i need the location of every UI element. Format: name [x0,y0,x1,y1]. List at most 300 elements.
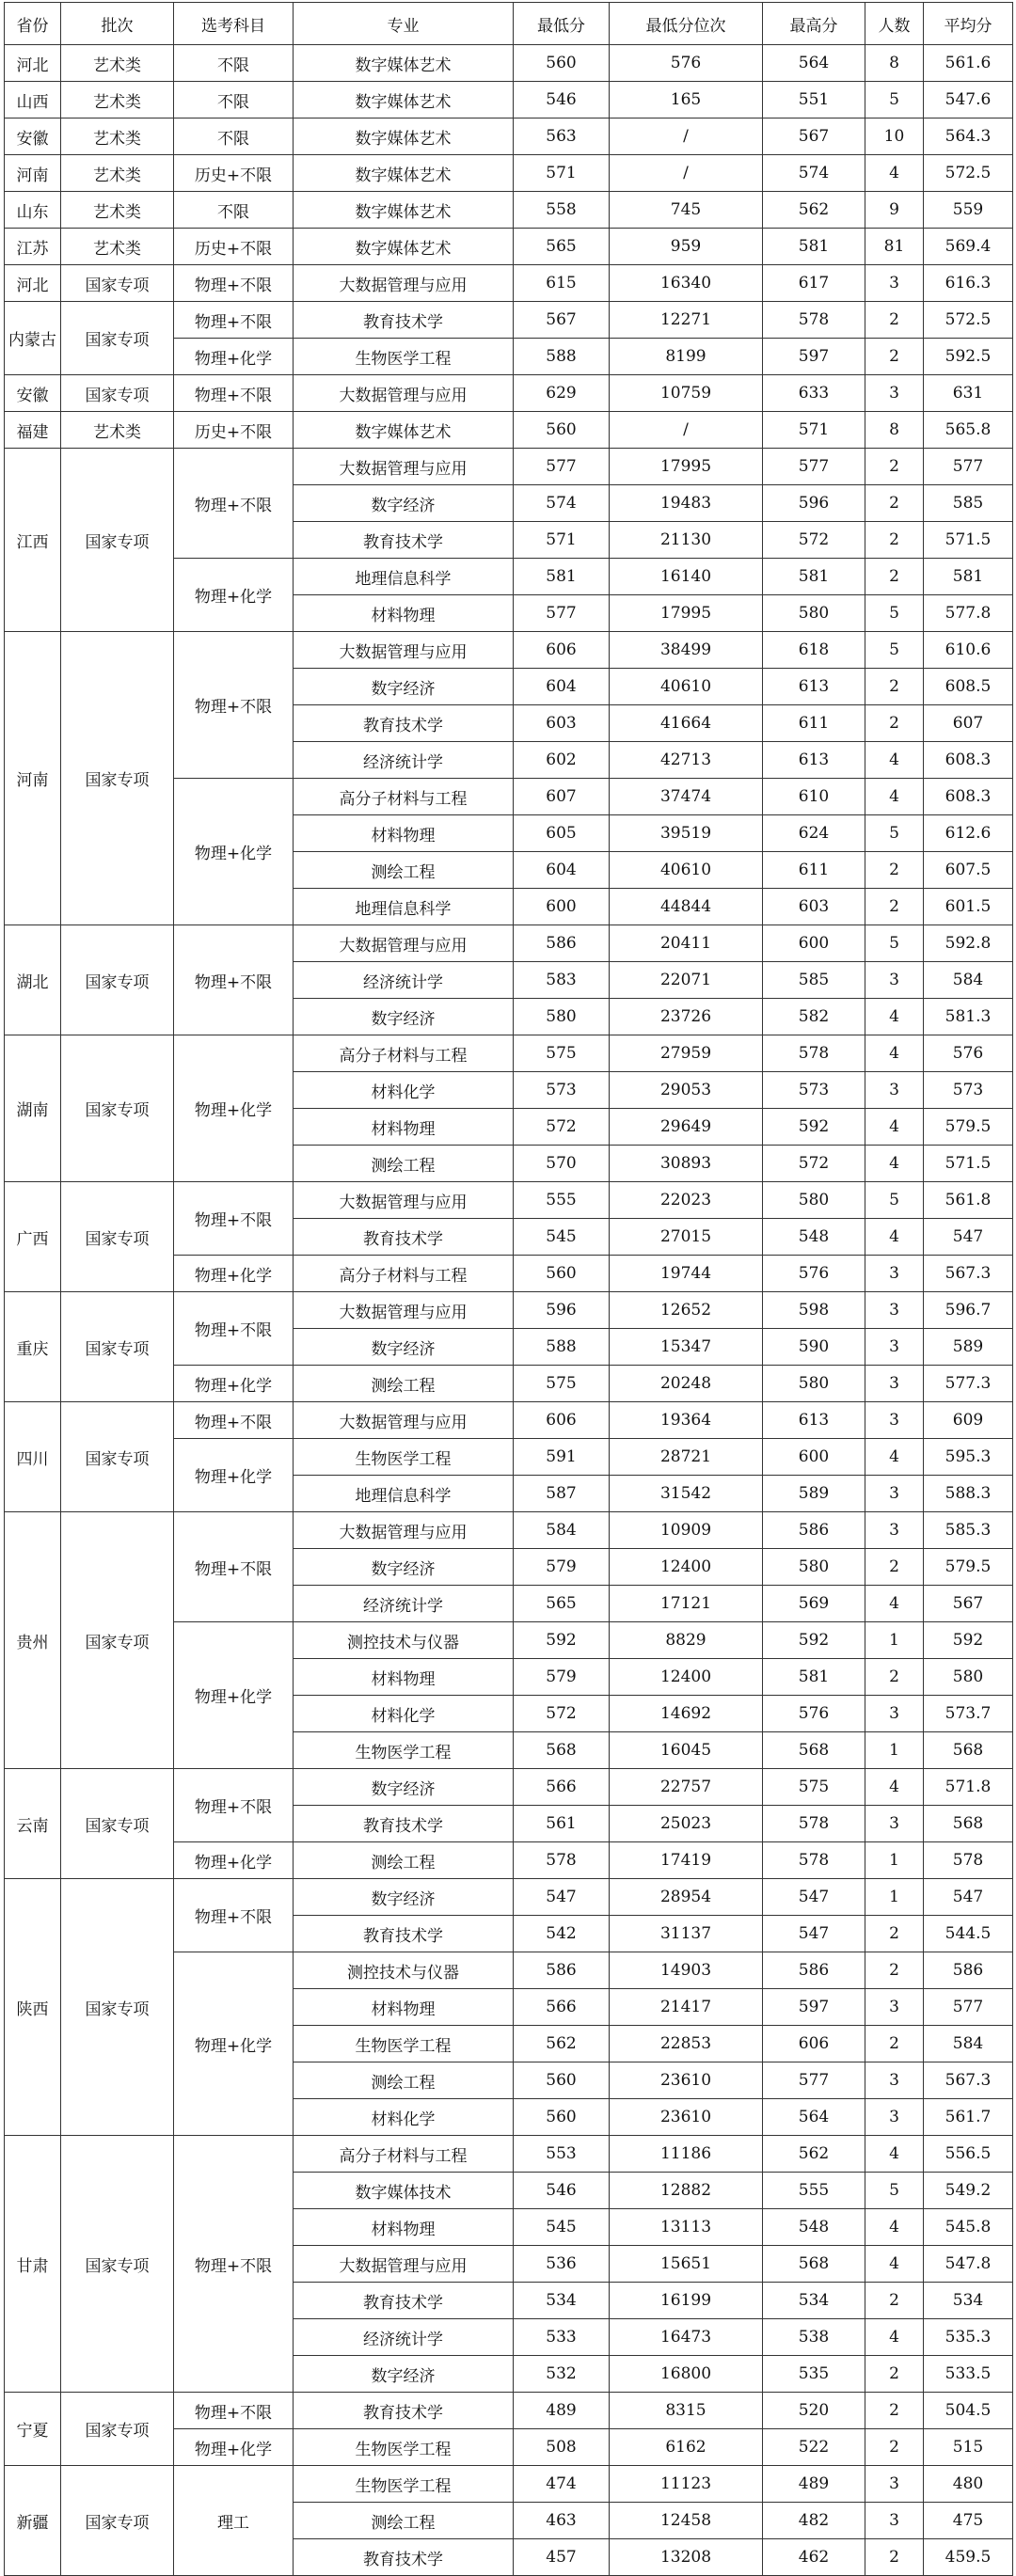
major-cell: 生物医学工程 [294,2429,514,2466]
min-score-cell: 566 [514,1769,610,1806]
min-score-cell: 570 [514,1146,610,1182]
major-cell: 数字经济 [294,1329,514,1366]
major-cell: 大数据管理与应用 [294,449,514,485]
count-cell: 8 [865,412,924,449]
min-rank-cell: 27015 [610,1219,763,1256]
count-cell: 2 [865,1659,924,1696]
subjects-cell: 物理+化学 [174,779,294,925]
count-cell: 5 [865,1182,924,1219]
count-cell: 2 [865,2026,924,2062]
max-score-cell: 548 [763,1219,865,1256]
count-cell: 3 [865,2503,924,2539]
max-score-cell: 596 [763,485,865,522]
avg-score-cell: 567.3 [924,2062,1013,2099]
batch-cell: 国家专项 [61,1769,174,1879]
table-row [5,265,1013,302]
max-score-cell: 564 [763,45,865,82]
max-score-cell: 581 [763,1659,865,1696]
min-score-cell: 558 [514,192,610,229]
subjects-cell: 物理+不限 [174,375,294,412]
max-score-cell: 489 [763,2466,865,2503]
major-cell: 大数据管理与应用 [294,1292,514,1329]
count-cell: 2 [865,1952,924,1989]
min-rank-cell: 42713 [610,742,763,779]
max-score-cell: 567 [763,119,865,155]
min-rank-cell: 31542 [610,1476,763,1512]
max-score-cell: 578 [763,1842,865,1879]
count-cell: 3 [865,2099,924,2136]
avg-score-cell: 549.2 [924,2173,1013,2209]
major-cell: 测绘工程 [294,852,514,889]
min-score-cell: 565 [514,1586,610,1622]
count-cell: 81 [865,229,924,265]
max-score-cell: 548 [763,2209,865,2246]
count-cell: 2 [865,705,924,742]
min-rank-cell: 14903 [610,1952,763,1989]
province-cell: 内蒙古 [5,302,61,375]
count-cell: 4 [865,999,924,1035]
province-cell: 安徽 [5,119,61,155]
header-province: 省份 [5,3,61,45]
max-score-cell: 606 [763,2026,865,2062]
min-score-cell: 560 [514,412,610,449]
min-score-cell: 562 [514,2026,610,2062]
min-score-cell: 591 [514,1439,610,1476]
min-score-cell: 596 [514,1292,610,1329]
min-score-cell: 566 [514,1989,610,2026]
min-rank-cell: 10759 [610,375,763,412]
min-rank-cell: 30893 [610,1146,763,1182]
major-cell: 地理信息科学 [294,889,514,925]
batch-cell: 国家专项 [61,925,174,1035]
min-score-cell: 604 [514,852,610,889]
count-cell: 3 [865,265,924,302]
count-cell: 3 [865,1476,924,1512]
province-cell: 宁夏 [5,2393,61,2466]
max-score-cell: 618 [763,632,865,669]
subjects-cell: 不限 [174,119,294,155]
subjects-cell: 物理+化学 [174,1842,294,1879]
subjects-cell: 物理+化学 [174,1035,294,1182]
avg-score-cell: 567 [924,1586,1013,1622]
major-cell: 数字经济 [294,485,514,522]
avg-score-cell: 547.6 [924,82,1013,119]
avg-score-cell: 592.5 [924,339,1013,375]
count-cell: 4 [865,155,924,192]
min-score-cell: 553 [514,2136,610,2173]
min-score-cell: 604 [514,669,610,705]
subjects-cell: 物理+化学 [174,339,294,375]
avg-score-cell: 607.5 [924,852,1013,889]
count-cell: 2 [865,2356,924,2393]
min-rank-cell: 29053 [610,1072,763,1109]
count-cell: 4 [865,1146,924,1182]
major-cell: 教育技术学 [294,2539,514,2576]
avg-score-cell: 544.5 [924,1916,1013,1952]
major-cell: 大数据管理与应用 [294,2246,514,2283]
min-score-cell: 546 [514,82,610,119]
count-cell: 1 [865,1622,924,1659]
count-cell: 4 [865,1769,924,1806]
table-row [5,2136,1013,2173]
major-cell: 数字经济 [294,1769,514,1806]
min-rank-cell: 16045 [610,1732,763,1769]
count-cell: 3 [865,1806,924,1842]
count-cell: 4 [865,1109,924,1146]
min-rank-cell: 12271 [610,302,763,339]
max-score-cell: 611 [763,705,865,742]
province-cell: 湖南 [5,1035,61,1182]
major-cell: 高分子材料与工程 [294,1035,514,1072]
count-cell: 3 [865,1256,924,1292]
count-cell: 1 [865,1842,924,1879]
max-score-cell: 578 [763,1035,865,1072]
province-cell: 甘肃 [5,2136,61,2393]
max-score-cell: 577 [763,449,865,485]
major-cell: 大数据管理与应用 [294,925,514,962]
avg-score-cell: 515 [924,2429,1013,2466]
subjects-cell: 不限 [174,45,294,82]
min-score-cell: 508 [514,2429,610,2466]
table-row [5,1512,1013,1549]
min-rank-cell: 11123 [610,2466,763,2503]
major-cell: 地理信息科学 [294,559,514,595]
max-score-cell: 600 [763,925,865,962]
avg-score-cell: 545.8 [924,2209,1013,2246]
avg-score-cell: 561.7 [924,2099,1013,2136]
count-cell: 2 [865,669,924,705]
major-cell: 数字经济 [294,2356,514,2393]
min-score-cell: 578 [514,1842,610,1879]
count-cell: 2 [865,339,924,375]
major-cell: 材料物理 [294,1989,514,2026]
max-score-cell: 572 [763,522,865,559]
count-cell: 1 [865,1879,924,1916]
subjects-cell: 物理+不限 [174,1402,294,1439]
table-row [5,155,1013,192]
min-score-cell: 606 [514,1402,610,1439]
batch-cell: 国家专项 [61,265,174,302]
subjects-cell: 物理+化学 [174,2429,294,2466]
table-row [5,119,1013,155]
province-cell: 山东 [5,192,61,229]
major-cell: 高分子材料与工程 [294,1256,514,1292]
min-rank-cell: 17419 [610,1842,763,1879]
min-score-cell: 546 [514,2173,610,2209]
min-score-cell: 581 [514,559,610,595]
min-rank-cell: 23610 [610,2062,763,2099]
count-cell: 5 [865,595,924,632]
min-rank-cell: 576 [610,45,763,82]
table-header [5,3,1013,45]
header-batch: 批次 [61,3,174,45]
count-cell: 2 [865,2539,924,2576]
max-score-cell: 610 [763,779,865,815]
min-rank-cell: / [610,412,763,449]
max-score-cell: 581 [763,229,865,265]
min-rank-cell: 19364 [610,1402,763,1439]
table-row [5,1035,1013,1072]
min-rank-cell: 22023 [610,1182,763,1219]
min-score-cell: 489 [514,2393,610,2429]
min-score-cell: 572 [514,1696,610,1732]
min-score-cell: 575 [514,1035,610,1072]
max-score-cell: 580 [763,595,865,632]
min-rank-cell: / [610,155,763,192]
min-score-cell: 600 [514,889,610,925]
count-cell: 2 [865,1549,924,1586]
min-rank-cell: 40610 [610,669,763,705]
max-score-cell: 520 [763,2393,865,2429]
subjects-cell: 不限 [174,82,294,119]
avg-score-cell: 592 [924,1622,1013,1659]
min-rank-cell: 17995 [610,595,763,632]
province-cell: 重庆 [5,1292,61,1402]
max-score-cell: 547 [763,1879,865,1916]
batch-cell: 国家专项 [61,632,174,925]
major-cell: 生物医学工程 [294,339,514,375]
table-row [5,375,1013,412]
header-min-score: 最低分 [514,3,610,45]
min-score-cell: 592 [514,1622,610,1659]
table-body [5,45,1013,2576]
avg-score-cell: 571.5 [924,522,1013,559]
min-rank-cell: 22071 [610,962,763,999]
table-row [5,1182,1013,1219]
avg-score-cell: 581 [924,559,1013,595]
table-row [5,192,1013,229]
subjects-cell: 物理+不限 [174,2393,294,2429]
min-score-cell: 615 [514,265,610,302]
count-cell: 3 [865,1512,924,1549]
major-cell: 教育技术学 [294,705,514,742]
avg-score-cell: 547 [924,1879,1013,1916]
avg-score-cell: 556.5 [924,2136,1013,2173]
header-count: 人数 [865,3,924,45]
min-rank-cell: 13113 [610,2209,763,2246]
min-score-cell: 603 [514,705,610,742]
subjects-cell: 物理+不限 [174,632,294,779]
province-cell: 河北 [5,45,61,82]
min-rank-cell: 16199 [610,2283,763,2319]
avg-score-cell: 565.8 [924,412,1013,449]
min-score-cell: 588 [514,339,610,375]
min-score-cell: 545 [514,1219,610,1256]
min-rank-cell: 21130 [610,522,763,559]
min-rank-cell: 22757 [610,1769,763,1806]
max-score-cell: 574 [763,155,865,192]
major-cell: 大数据管理与应用 [294,1182,514,1219]
table-row [5,302,1013,339]
max-score-cell: 580 [763,1182,865,1219]
max-score-cell: 568 [763,2246,865,2283]
subjects-cell: 历史+不限 [174,412,294,449]
avg-score-cell: 581.3 [924,999,1013,1035]
subjects-cell: 物理+化学 [174,1439,294,1512]
count-cell: 10 [865,119,924,155]
min-score-cell: 577 [514,595,610,632]
avg-score-cell: 580 [924,1659,1013,1696]
table-row [5,632,1013,669]
min-rank-cell: 44844 [610,889,763,925]
subjects-cell: 物理+化学 [174,1622,294,1769]
count-cell: 4 [865,1439,924,1476]
min-rank-cell: 29649 [610,1109,763,1146]
min-score-cell: 555 [514,1182,610,1219]
major-cell: 经济统计学 [294,2319,514,2356]
min-score-cell: 474 [514,2466,610,2503]
avg-score-cell: 592.8 [924,925,1013,962]
avg-score-cell: 577 [924,449,1013,485]
avg-score-cell: 579.5 [924,1549,1013,1586]
major-cell: 生物医学工程 [294,1732,514,1769]
min-score-cell: 572 [514,1109,610,1146]
province-cell: 安徽 [5,375,61,412]
min-rank-cell: 27959 [610,1035,763,1072]
max-score-cell: 590 [763,1329,865,1366]
major-cell: 生物医学工程 [294,1439,514,1476]
batch-cell: 艺术类 [61,82,174,119]
min-rank-cell: 28721 [610,1439,763,1476]
max-score-cell: 582 [763,999,865,1035]
avg-score-cell: 561.8 [924,1182,1013,1219]
table-row [5,925,1013,962]
count-cell: 3 [865,375,924,412]
province-cell: 河南 [5,632,61,925]
major-cell: 测控技术与仪器 [294,1952,514,1989]
min-rank-cell: 165 [610,82,763,119]
max-score-cell: 572 [763,1146,865,1182]
max-score-cell: 573 [763,1072,865,1109]
major-cell: 生物医学工程 [294,2466,514,2503]
min-score-cell: 577 [514,449,610,485]
max-score-cell: 576 [763,1696,865,1732]
count-cell: 3 [865,1989,924,2026]
subjects-cell: 理工 [174,2466,294,2576]
subjects-cell: 物理+不限 [174,1182,294,1256]
major-cell: 大数据管理与应用 [294,632,514,669]
major-cell: 测绘工程 [294,1366,514,1402]
subjects-cell: 历史+不限 [174,229,294,265]
subjects-cell: 物理+不限 [174,2136,294,2393]
major-cell: 教育技术学 [294,1806,514,1842]
avg-score-cell: 564.3 [924,119,1013,155]
min-score-cell: 561 [514,1806,610,1842]
major-cell: 测绘工程 [294,1842,514,1879]
min-score-cell: 584 [514,1512,610,1549]
min-score-cell: 568 [514,1732,610,1769]
major-cell: 材料物理 [294,2209,514,2246]
province-cell: 河北 [5,265,61,302]
table-row [5,2393,1013,2429]
min-score-cell: 571 [514,155,610,192]
batch-cell: 国家专项 [61,1035,174,1182]
max-score-cell: 482 [763,2503,865,2539]
avg-score-cell: 577.8 [924,595,1013,632]
min-score-cell: 533 [514,2319,610,2356]
min-rank-cell: 16340 [610,265,763,302]
count-cell: 3 [865,1696,924,1732]
avg-score-cell: 547.8 [924,2246,1013,2283]
min-score-cell: 579 [514,1549,610,1586]
count-cell: 4 [865,2136,924,2173]
count-cell: 4 [865,2209,924,2246]
min-rank-cell: 13208 [610,2539,763,2576]
avg-score-cell: 480 [924,2466,1013,2503]
avg-score-cell: 535.3 [924,2319,1013,2356]
count-cell: 9 [865,192,924,229]
min-rank-cell: 21417 [610,1989,763,2026]
major-cell: 经济统计学 [294,742,514,779]
province-cell: 福建 [5,412,61,449]
subjects-cell: 物理+不限 [174,1292,294,1366]
max-score-cell: 592 [763,1109,865,1146]
count-cell: 2 [865,449,924,485]
max-score-cell: 568 [763,1732,865,1769]
avg-score-cell: 608.5 [924,669,1013,705]
avg-score-cell: 584 [924,962,1013,999]
avg-score-cell: 607 [924,705,1013,742]
province-cell: 陕西 [5,1879,61,2136]
count-cell: 5 [865,2173,924,2209]
province-cell: 新疆 [5,2466,61,2576]
major-cell: 地理信息科学 [294,1476,514,1512]
min-score-cell: 629 [514,375,610,412]
min-rank-cell: 31137 [610,1916,763,1952]
major-cell: 教育技术学 [294,2283,514,2319]
max-score-cell: 617 [763,265,865,302]
avg-score-cell: 584 [924,2026,1013,2062]
min-rank-cell: 41664 [610,705,763,742]
min-rank-cell: 20248 [610,1366,763,1402]
min-score-cell: 586 [514,925,610,962]
major-cell: 数字媒体艺术 [294,119,514,155]
count-cell: 4 [865,2319,924,2356]
min-score-cell: 574 [514,485,610,522]
count-cell: 2 [865,522,924,559]
subjects-cell: 不限 [174,192,294,229]
count-cell: 3 [865,2466,924,2503]
min-score-cell: 575 [514,1366,610,1402]
subjects-cell: 物理+不限 [174,1769,294,1842]
major-cell: 经济统计学 [294,962,514,999]
max-score-cell: 603 [763,889,865,925]
avg-score-cell: 534 [924,2283,1013,2319]
avg-score-cell: 459.5 [924,2539,1013,2576]
count-cell: 5 [865,925,924,962]
batch-cell: 艺术类 [61,192,174,229]
min-rank-cell: 23610 [610,2099,763,2136]
major-cell: 测绘工程 [294,2062,514,2099]
table-row [5,449,1013,485]
count-cell: 2 [865,2283,924,2319]
avg-score-cell: 577.3 [924,1366,1013,1402]
max-score-cell: 522 [763,2429,865,2466]
min-score-cell: 565 [514,229,610,265]
max-score-cell: 624 [763,815,865,852]
max-score-cell: 597 [763,1989,865,2026]
min-score-cell: 583 [514,962,610,999]
count-cell: 3 [865,2062,924,2099]
subjects-cell: 物理+化学 [174,1366,294,1402]
avg-score-cell: 608.3 [924,779,1013,815]
table-row [5,2466,1013,2503]
avg-score-cell: 610.6 [924,632,1013,669]
major-cell: 测绘工程 [294,1146,514,1182]
min-rank-cell: 25023 [610,1806,763,1842]
batch-cell: 国家专项 [61,449,174,632]
major-cell: 材料物理 [294,595,514,632]
